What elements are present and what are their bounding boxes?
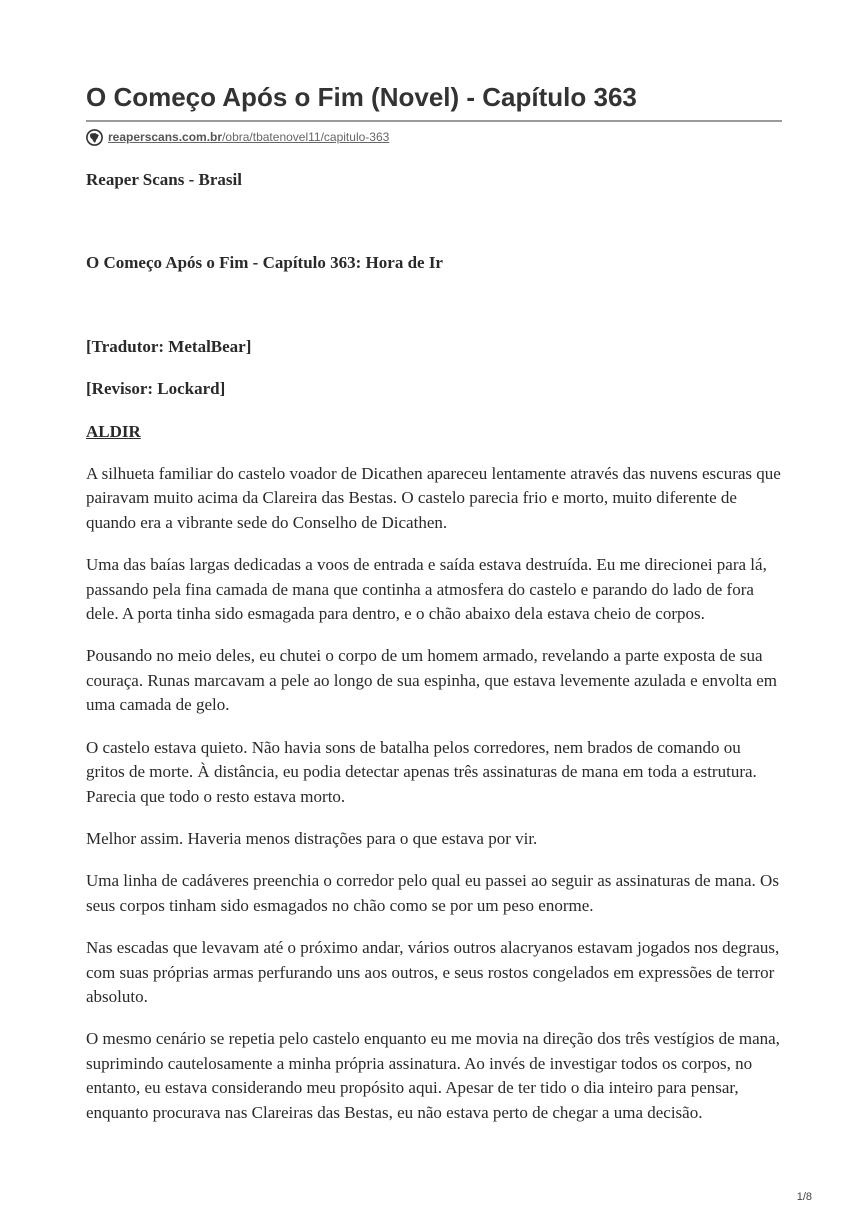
paragraph: A silhueta familiar do castelo voador de Dicathen apareceu lentamente através das nuvens escuras que pairavam muito acima da Clareira das Bestas. O castelo parecia frio e morto, muito diferente de quando era a vibrante sede do Conselho de Dicathen. [86,464,781,532]
translator-credit: [Tradutor: MetalBear] [86,336,252,356]
source-domain: reaperscans.com.br [108,130,223,144]
section-title: ALDIR [86,421,141,441]
paragraph: Uma das baías largas dedicadas a voos de entrada e saída estava destruída. Eu me direcionei para lá, passando pela fina camada de mana que continha a atmosfera do castelo e parando do lado de fora dele. A porta tinha sido esmagada para dentro, e o chão abaixo dela estava cheio de corpos. [86,555,767,624]
source-line [86,127,389,147]
page-title: O Começo Após o Fim (Novel) - Capítulo 363 [86,82,637,112]
paragraph: Melhor assim. Haveria menos distrações para o que estava por vir. [86,828,538,848]
source-path: /obra/tbatenovel11/capitulo-363 [222,130,390,144]
globe-icon [86,129,103,146]
paragraph: O mesmo cenário se repetia pelo castelo enquanto eu me movia na direção dos três vestígios de mana, suprimindo cautelosamente a minha própria assinatura. Ao invés de investigar todos os corpos, no entanto, eu estava considerando meu propósito aqui. Apesar de ter tido o dia inteiro para pensar, enquanto procurava nas Clareiras das Bestas, eu não estava perto de chegar a uma decisão. [86,1029,780,1122]
paragraph: Nas escadas que levavam até o próximo andar, vários outros alacryanos estavam jogados nos degraus, com suas próprias armas perfurando uns aos outros, e seus rostos congelados em expressões de terror absoluto. [86,938,780,1006]
title-divider [86,120,782,122]
chapter-heading: O Começo Após o Fim - Capítulo 363: Hora de Ir [86,253,443,273]
article-body [86,168,782,1143]
site-name: Reaper Scans - Brasil [86,170,242,189]
page-number: 1/8 [796,1191,812,1203]
source-link[interactable] [108,130,389,144]
paragraph: Uma linha de cadáveres preenchia o corredor pelo qual eu passei ao seguir as assinaturas de mana. Os seus corpos tinham sido esmagados no chão como se por um peso enorme. [86,871,779,915]
paragraph: O castelo estava quieto. Não havia sons de batalha pelos corredores, nem brados de comando ou gritos de morte. À distância, eu podia detectar apenas três assinaturas de mana em toda a estrutura. Parecia que todo o resto estava morto. [86,737,757,806]
paragraph: Pousando no meio deles, eu chutei o corpo de um homem armado, revelando a parte exposta de sua couraça. Runas marcavam a pele ao longo de sua espinha, que estava levemente azulada e envolta em uma camada de gelo. [86,646,778,715]
reviser-credit: [Revisor: Lockard] [86,379,226,399]
